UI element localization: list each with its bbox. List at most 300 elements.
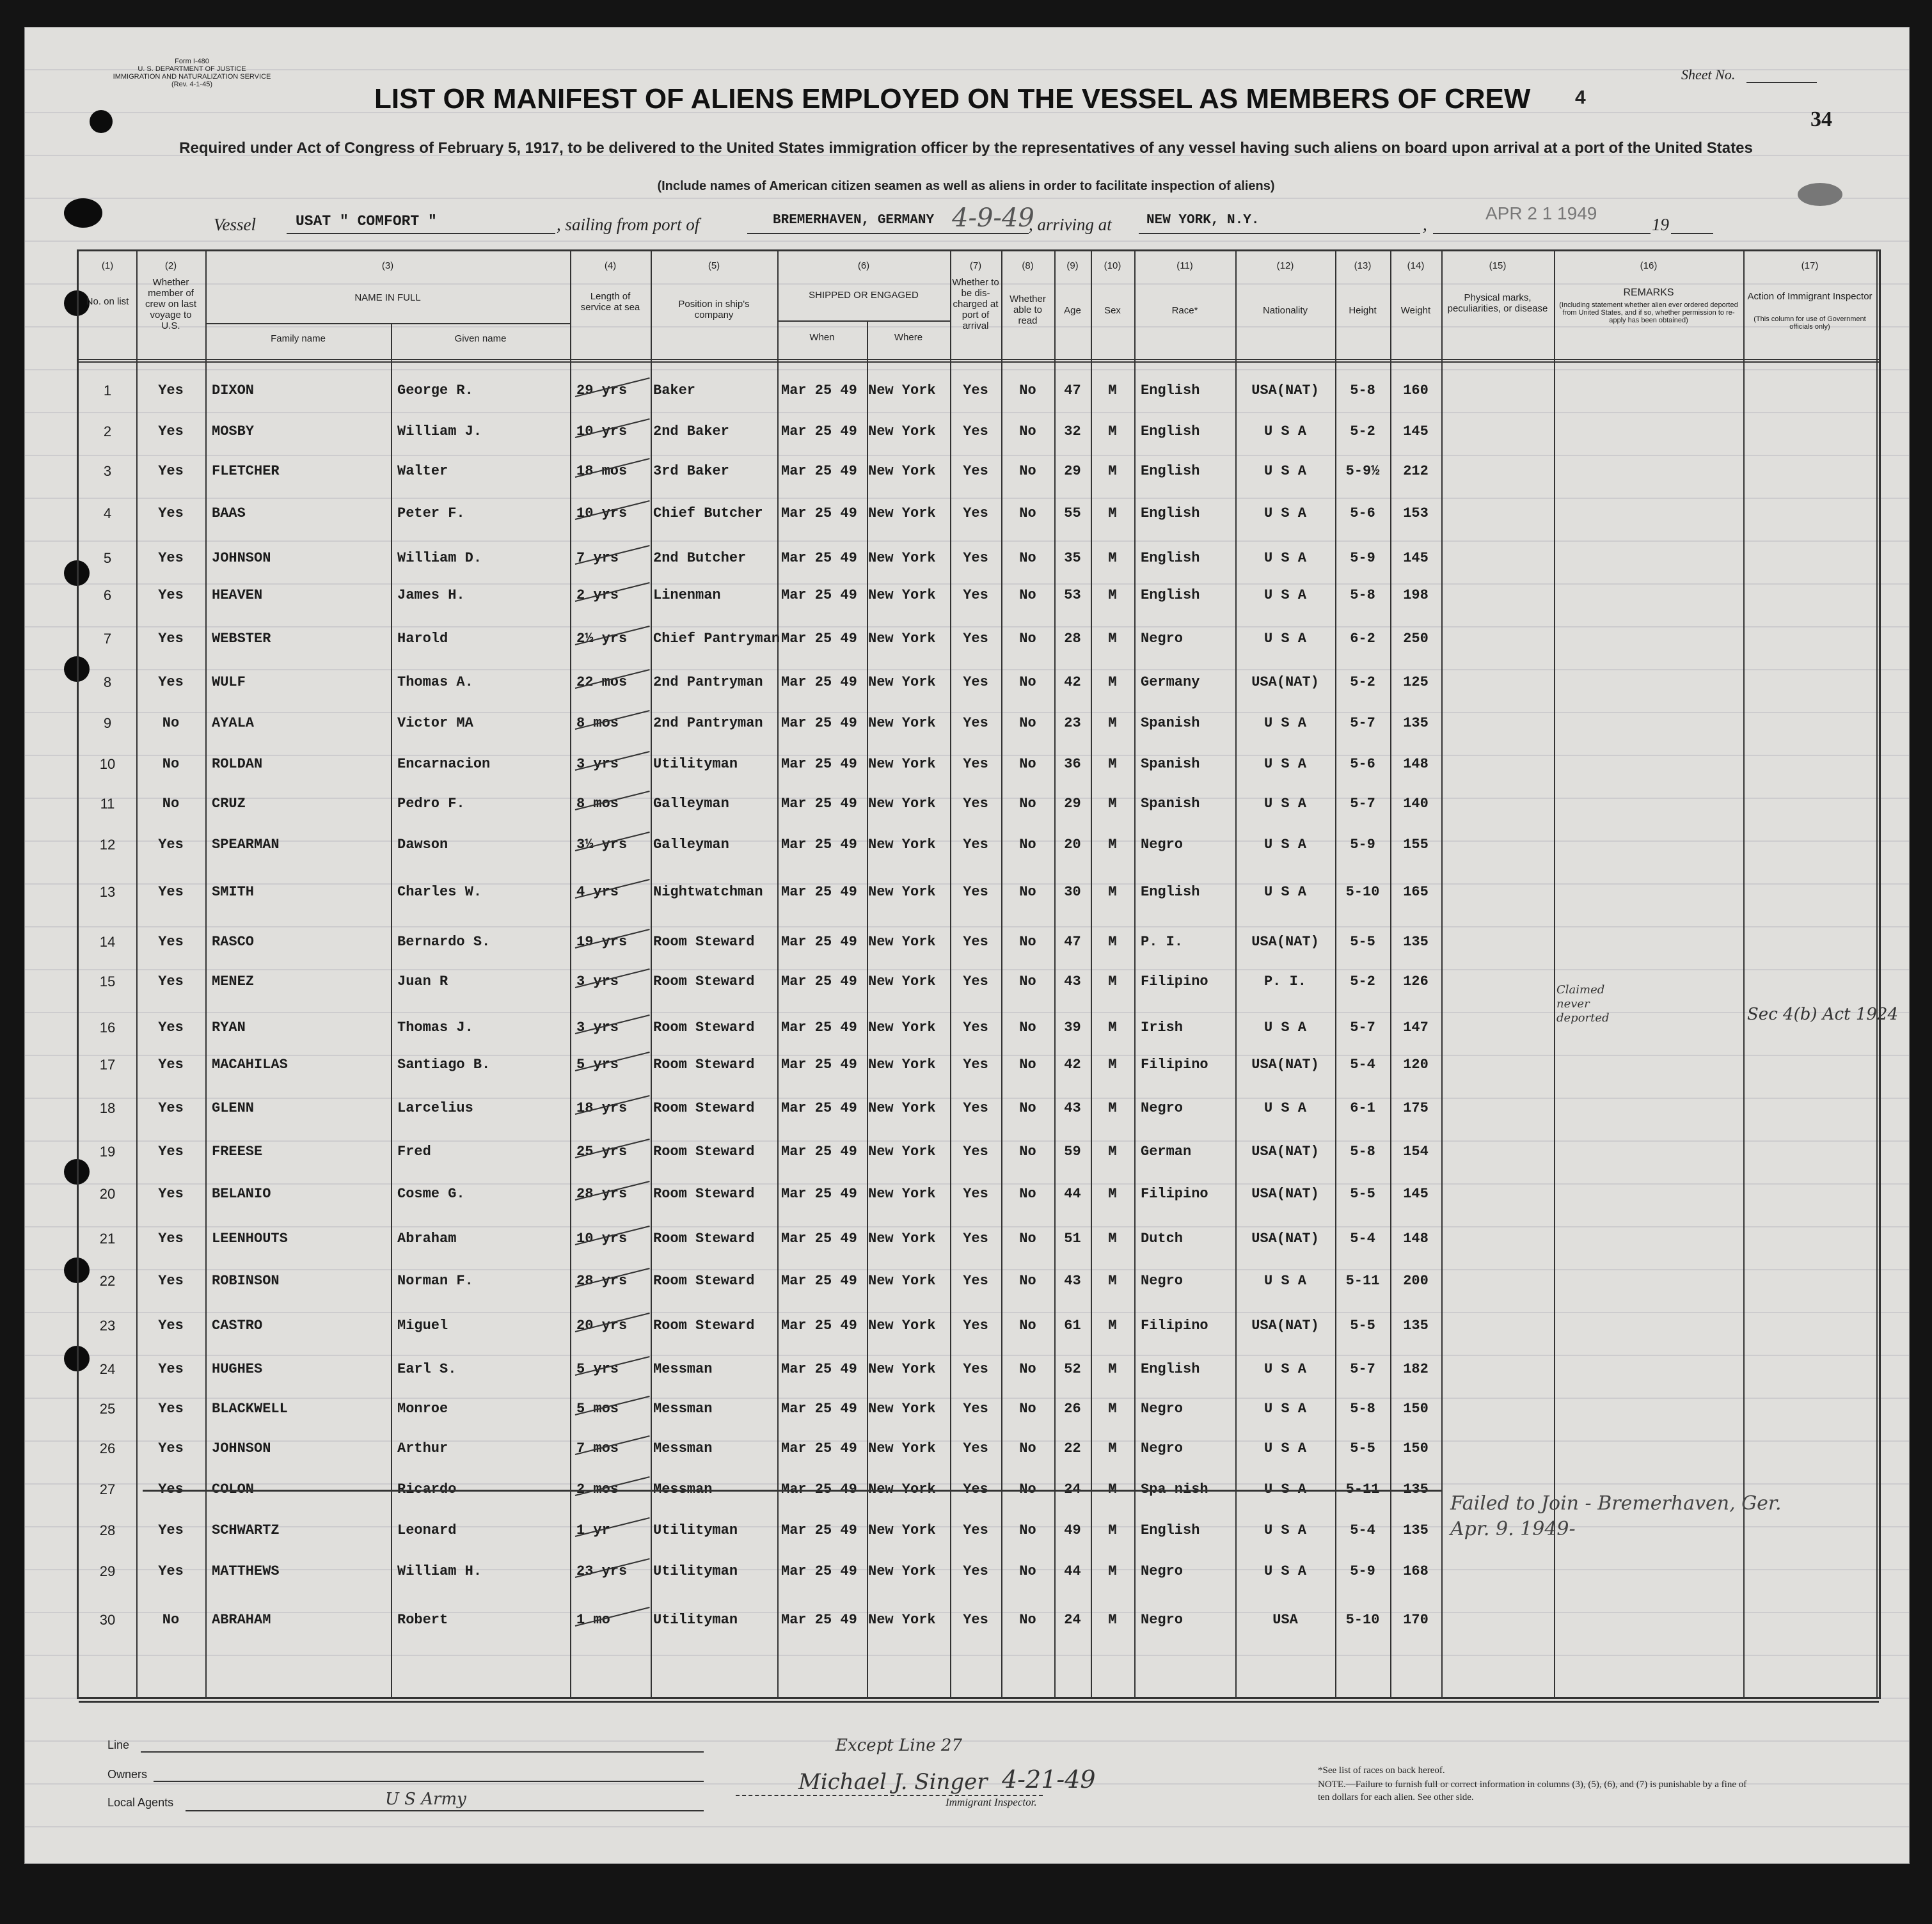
shipped-when: Mar 25 49 xyxy=(781,1440,857,1456)
weight: 148 xyxy=(1403,1231,1429,1247)
weight: 155 xyxy=(1403,837,1429,853)
shipped-where: New York xyxy=(868,1481,936,1497)
col3-num: (3) xyxy=(381,260,394,271)
able-to-read: No xyxy=(1019,1522,1036,1538)
shipped-when: Mar 25 49 xyxy=(781,674,857,690)
nationality: U S A xyxy=(1263,1401,1306,1417)
weight: 150 xyxy=(1403,1401,1429,1417)
race: Germany xyxy=(1141,674,1200,690)
col16-header: REMARKS xyxy=(1623,287,1674,298)
weight: 126 xyxy=(1403,974,1429,990)
table-row xyxy=(79,1307,1879,1345)
height: 5-8 xyxy=(1350,1144,1375,1160)
discharged: Yes xyxy=(963,463,988,479)
col3b-header: Given name xyxy=(454,333,507,344)
sex: M xyxy=(1108,674,1117,690)
nationality: USA(NAT) xyxy=(1251,1231,1319,1247)
position: Galleyman xyxy=(653,837,729,853)
given-name: Thomas A. xyxy=(397,674,473,690)
table-row xyxy=(79,372,1879,410)
weight: 135 xyxy=(1403,1318,1429,1334)
sex: M xyxy=(1108,934,1117,950)
nationality: U S A xyxy=(1263,837,1306,853)
race: Spanish xyxy=(1141,756,1200,772)
length-of-service: 4 yrs xyxy=(576,884,619,900)
race-note: *See list of races on back hereof. xyxy=(1318,1765,1445,1776)
race: Dutch xyxy=(1141,1231,1184,1247)
length-of-service: 23 yrs xyxy=(576,1563,628,1579)
position: Room Steward xyxy=(653,1144,755,1160)
given-name: Fred xyxy=(397,1144,431,1160)
crew-last-voyage: Yes xyxy=(158,934,184,950)
length-of-service: 28 yrs xyxy=(576,1273,628,1289)
height: 5-9 xyxy=(1350,550,1375,566)
nationality: U S A xyxy=(1263,796,1306,812)
shipped-where: New York xyxy=(868,756,936,772)
row-number: 5 xyxy=(103,550,112,566)
col17-subheader: (This column for use of Government officials only) xyxy=(1754,315,1866,331)
arrival-stamp: APR 2 1 1949 xyxy=(1485,203,1597,223)
table-row xyxy=(79,663,1879,702)
length-of-service: 8 mos xyxy=(576,715,619,731)
footer-agents-value: U S Army xyxy=(385,1790,466,1809)
row-number: 17 xyxy=(99,1057,116,1073)
shipped-when: Mar 25 49 xyxy=(781,1231,857,1247)
nationality: U S A xyxy=(1263,505,1306,521)
position: Baker xyxy=(653,382,696,398)
shipped-where: New York xyxy=(868,550,936,566)
family-name: AYALA xyxy=(212,715,255,731)
col11-num: (11) xyxy=(1176,260,1193,271)
crew-last-voyage: Yes xyxy=(158,550,184,566)
sex: M xyxy=(1108,884,1117,900)
age: 32 xyxy=(1064,423,1081,439)
shipped-when: Mar 25 49 xyxy=(781,1100,857,1116)
row-number: 30 xyxy=(99,1612,116,1628)
weight: 140 xyxy=(1403,796,1429,812)
col4-header: Length of service at sea xyxy=(580,291,640,313)
sex: M xyxy=(1108,1231,1117,1247)
race: Filipino xyxy=(1141,974,1208,990)
sex: M xyxy=(1108,423,1117,439)
discharged: Yes xyxy=(963,631,988,647)
race: P. I. xyxy=(1141,934,1184,950)
crew-last-voyage: Yes xyxy=(158,1318,184,1334)
able-to-read: No xyxy=(1019,715,1036,731)
row-number: 23 xyxy=(99,1318,116,1334)
family-name: CRUZ xyxy=(212,796,246,812)
length-of-service: 10 yrs xyxy=(576,423,628,439)
discharged: Yes xyxy=(963,505,988,521)
sex: M xyxy=(1108,382,1117,398)
shipped-where: New York xyxy=(868,382,936,398)
row-number: 16 xyxy=(99,1020,116,1036)
col13-num: (13) xyxy=(1354,260,1372,271)
family-name: MACAHILAS xyxy=(212,1057,288,1073)
row-number: 25 xyxy=(99,1401,116,1417)
able-to-read: No xyxy=(1019,1020,1036,1036)
age: 44 xyxy=(1064,1563,1081,1579)
position: Room Steward xyxy=(653,1186,755,1202)
row-number: 9 xyxy=(103,715,112,731)
discharged: Yes xyxy=(963,715,988,731)
col7-header: Whether to be dis-charged at port of arrival xyxy=(952,277,999,331)
arriving-port-line xyxy=(1139,233,1420,234)
table-row xyxy=(79,494,1879,533)
crew-last-voyage: Yes xyxy=(158,1186,184,1202)
comma: , xyxy=(1423,215,1427,234)
footer-line-rule xyxy=(141,1751,704,1753)
given-name: Walter xyxy=(397,463,448,479)
race: Negro xyxy=(1141,1440,1184,1456)
race: English xyxy=(1141,587,1200,603)
col6-header: SHIPPED OR ENGAGED xyxy=(809,290,919,301)
sex: M xyxy=(1108,1186,1117,1202)
row-number: 29 xyxy=(99,1563,116,1579)
position: Room Steward xyxy=(653,1318,755,1334)
length-of-service: 25 yrs xyxy=(576,1144,628,1160)
given-name: Peter F. xyxy=(397,505,465,521)
height: 5-9 xyxy=(1350,1563,1375,1579)
discharged: Yes xyxy=(963,756,988,772)
weight: 135 xyxy=(1403,715,1429,731)
nationality: P. I. xyxy=(1263,974,1306,990)
crew-last-voyage: Yes xyxy=(158,1481,184,1497)
weight: 145 xyxy=(1403,550,1429,566)
shipped-where: New York xyxy=(868,1231,936,1247)
shipped-when: Mar 25 49 xyxy=(781,1186,857,1202)
table-row xyxy=(79,1390,1879,1428)
length-of-service: 7 yrs xyxy=(576,550,619,566)
shipped-where: New York xyxy=(868,1522,936,1538)
subtitle: Required under Act of Congress of February 5, 1917, to be delivered to the United States immigration officer by the representatives of any vessel having such aliens on board upon arrival at a port of the United States xyxy=(179,139,1753,157)
col3-header: NAME IN FULL xyxy=(354,292,421,303)
family-name: COLON xyxy=(212,1481,255,1497)
age: 29 xyxy=(1064,796,1081,812)
able-to-read: No xyxy=(1019,631,1036,647)
given-name: Victor MA xyxy=(397,715,473,731)
table-row xyxy=(79,1430,1879,1468)
able-to-read: No xyxy=(1019,1231,1036,1247)
nationality: U S A xyxy=(1263,550,1306,566)
position: Messman xyxy=(653,1481,713,1497)
sex: M xyxy=(1108,587,1117,603)
nationality: USA(NAT) xyxy=(1251,674,1319,690)
nationality: USA(NAT) xyxy=(1251,1318,1319,1334)
family-name: FREESE xyxy=(212,1144,263,1160)
nationality: USA(NAT) xyxy=(1251,1144,1319,1160)
shipped-where: New York xyxy=(868,796,936,812)
age: 61 xyxy=(1064,1318,1081,1334)
shipped-when: Mar 25 49 xyxy=(781,796,857,812)
given-name: Dawson xyxy=(397,837,448,853)
col2-header: Whether member of crew on last voyage to U.S. xyxy=(145,277,197,331)
table-row xyxy=(79,923,1879,961)
shipped-where: New York xyxy=(868,1563,936,1579)
height: 5-7 xyxy=(1350,715,1375,731)
col9-header: Age xyxy=(1064,305,1081,316)
table-row xyxy=(79,1175,1879,1213)
age: 35 xyxy=(1064,550,1081,566)
table-row xyxy=(79,576,1879,615)
able-to-read: No xyxy=(1019,1401,1036,1417)
age: 49 xyxy=(1064,1522,1081,1538)
shipped-when: Mar 25 49 xyxy=(781,423,857,439)
age: 20 xyxy=(1064,837,1081,853)
given-name: Charles W. xyxy=(397,884,482,900)
race: Negro xyxy=(1141,631,1184,647)
remark-row27-line2: Apr. 9. 1949- xyxy=(1450,1518,1576,1540)
race: English xyxy=(1141,382,1200,398)
weight: 135 xyxy=(1403,1481,1429,1497)
inspector-label: Immigrant Inspector. xyxy=(946,1796,1037,1808)
row-number: 3 xyxy=(103,463,112,479)
able-to-read: No xyxy=(1019,1612,1036,1628)
col6a-header: When xyxy=(809,332,835,343)
length-of-service: 22 mos xyxy=(576,674,628,690)
height: 5-4 xyxy=(1350,1522,1375,1538)
row-number: 22 xyxy=(99,1273,116,1289)
discharged: Yes xyxy=(963,1481,988,1497)
height: 5-2 xyxy=(1350,674,1375,690)
shipped-when: Mar 25 49 xyxy=(781,884,857,900)
crew-last-voyage: No xyxy=(162,756,180,772)
col12-num: (12) xyxy=(1276,260,1294,271)
shipped-when: Mar 25 49 xyxy=(781,505,857,521)
crew-last-voyage: Yes xyxy=(158,1273,184,1289)
family-name: JOHNSON xyxy=(212,1440,271,1456)
position: Utilityman xyxy=(653,1563,738,1579)
shipped-where: New York xyxy=(868,1020,936,1036)
given-name: Harold xyxy=(397,631,448,647)
age: 23 xyxy=(1064,715,1081,731)
row-number: 13 xyxy=(99,884,116,900)
length-of-service: 5 yrs xyxy=(576,1361,619,1377)
nationality: USA(NAT) xyxy=(1251,934,1319,950)
family-name: ROLDAN xyxy=(212,756,263,772)
shipped-where: New York xyxy=(868,1057,936,1073)
length-of-service: 1 yr xyxy=(576,1522,610,1538)
given-name: James H. xyxy=(397,587,465,603)
able-to-read: No xyxy=(1019,934,1036,950)
crew-last-voyage: Yes xyxy=(158,1563,184,1579)
crew-last-voyage: Yes xyxy=(158,1522,184,1538)
vessel-name-line xyxy=(287,233,555,234)
sailing-port: BREMERHAVEN, GERMANY xyxy=(773,213,935,228)
sex: M xyxy=(1108,837,1117,853)
col15-header: Physical marks, peculiarities, or disease xyxy=(1447,292,1548,314)
weight: 148 xyxy=(1403,756,1429,772)
shipped-where: New York xyxy=(868,631,936,647)
height: 5-7 xyxy=(1350,1020,1375,1036)
given-name: Norman F. xyxy=(397,1273,473,1289)
crew-last-voyage: Yes xyxy=(158,974,184,990)
shipped-when: Mar 25 49 xyxy=(781,1361,857,1377)
subtitle-note: (Include names of American citizen seamen as well as aliens in order to facilitate inspection of aliens) xyxy=(657,179,1275,193)
family-name: BAAS xyxy=(212,505,246,521)
length-of-service: 19 yrs xyxy=(576,934,628,950)
position: 2nd Baker xyxy=(653,423,729,439)
age: 55 xyxy=(1064,505,1081,521)
crew-last-voyage: Yes xyxy=(158,1144,184,1160)
given-name: William H. xyxy=(397,1563,482,1579)
able-to-read: No xyxy=(1019,756,1036,772)
col15-num: (15) xyxy=(1489,260,1507,271)
table-row xyxy=(79,1601,1879,1639)
age: 42 xyxy=(1064,1057,1081,1073)
given-name: Cosme G. xyxy=(397,1186,465,1202)
able-to-read: No xyxy=(1019,1100,1036,1116)
length-of-service: 3½ yrs xyxy=(576,837,628,853)
form-info xyxy=(83,58,301,88)
crew-last-voyage: Yes xyxy=(158,423,184,439)
able-to-read: No xyxy=(1019,1318,1036,1334)
sailing-date: 4-9-49 xyxy=(952,203,1034,233)
race: English xyxy=(1141,423,1200,439)
race: Negro xyxy=(1141,1612,1184,1628)
age: 52 xyxy=(1064,1361,1081,1377)
row-number: 27 xyxy=(99,1481,116,1497)
row-number: 19 xyxy=(99,1144,116,1160)
shipped-when: Mar 25 49 xyxy=(781,837,857,853)
length-of-service: 5 mos xyxy=(576,1401,619,1417)
height: 5-8 xyxy=(1350,1401,1375,1417)
footer-owners-label: Owners xyxy=(107,1768,148,1781)
nationality: U S A xyxy=(1263,1020,1306,1036)
family-name: BLACKWELL xyxy=(212,1401,288,1417)
race: Negro xyxy=(1141,1273,1184,1289)
height: 5-11 xyxy=(1345,1481,1380,1497)
weight: 175 xyxy=(1403,1100,1429,1116)
shipped-where: New York xyxy=(868,1401,936,1417)
weight: 160 xyxy=(1403,382,1429,398)
shipped-where: New York xyxy=(868,837,936,853)
age: 29 xyxy=(1064,463,1081,479)
row-number: 6 xyxy=(103,587,112,603)
able-to-read: No xyxy=(1019,382,1036,398)
nationality: U S A xyxy=(1263,463,1306,479)
sex: M xyxy=(1108,1100,1117,1116)
family-name: MOSBY xyxy=(212,423,255,439)
crew-last-voyage: Yes xyxy=(158,674,184,690)
shipped-where: New York xyxy=(868,674,936,690)
nationality: U S A xyxy=(1263,1273,1306,1289)
able-to-read: No xyxy=(1019,1273,1036,1289)
row-number: 28 xyxy=(99,1522,116,1538)
table-row xyxy=(79,745,1879,784)
race: English xyxy=(1141,1522,1200,1538)
family-name: WULF xyxy=(212,674,246,690)
sex: M xyxy=(1108,1401,1117,1417)
family-name: DIXON xyxy=(212,382,255,398)
given-name: Juan R xyxy=(397,974,448,990)
height: 5-8 xyxy=(1350,382,1375,398)
position: Utilityman xyxy=(653,1522,738,1538)
sex: M xyxy=(1108,1020,1117,1036)
length-of-service: 10 yrs xyxy=(576,505,628,521)
sex: M xyxy=(1108,463,1117,479)
weight: 154 xyxy=(1403,1144,1429,1160)
able-to-read: No xyxy=(1019,1057,1036,1073)
length-of-service: 1 mo xyxy=(576,1612,610,1628)
able-to-read: No xyxy=(1019,1186,1036,1202)
col14-header: Weight xyxy=(1400,305,1431,316)
able-to-read: No xyxy=(1019,884,1036,900)
height: 5-5 xyxy=(1350,934,1375,950)
position: 2nd Butcher xyxy=(653,550,747,566)
height: 5-9 xyxy=(1350,837,1375,853)
weight: 170 xyxy=(1403,1612,1429,1628)
family-name: SPEARMAN xyxy=(212,837,280,853)
nationality: U S A xyxy=(1263,631,1306,647)
family-name: RYAN xyxy=(212,1020,246,1036)
family-name: SCHWARTZ xyxy=(212,1522,280,1538)
age: 47 xyxy=(1064,382,1081,398)
position: Galleyman xyxy=(653,796,729,812)
nationality: U S A xyxy=(1263,423,1306,439)
weight: 200 xyxy=(1403,1273,1429,1289)
position: Room Steward xyxy=(653,934,755,950)
arriving-label: , arriving at xyxy=(1029,215,1112,234)
shipped-when: Mar 25 49 xyxy=(781,715,857,731)
discharged: Yes xyxy=(963,934,988,950)
table-row xyxy=(79,620,1879,658)
row-number: 1 xyxy=(103,382,112,398)
weight: 150 xyxy=(1403,1440,1429,1456)
length-of-service: 29 yrs xyxy=(576,382,628,398)
height: 5-7 xyxy=(1350,796,1375,812)
crew-last-voyage: Yes xyxy=(158,587,184,603)
arriving-port: NEW YORK, N.Y. xyxy=(1146,213,1260,228)
length-of-service: 10 yrs xyxy=(576,1231,628,1247)
weight: 153 xyxy=(1403,505,1429,521)
able-to-read: No xyxy=(1019,587,1036,603)
shipped-where: New York xyxy=(868,1361,936,1377)
weight: 198 xyxy=(1403,587,1429,603)
able-to-read: No xyxy=(1019,463,1036,479)
sex: M xyxy=(1108,1273,1117,1289)
signature-date: 4-21-49 xyxy=(1002,1765,1096,1794)
row-number: 11 xyxy=(100,796,115,812)
col2-num: (2) xyxy=(164,260,177,271)
shipped-where: New York xyxy=(868,423,936,439)
crew-last-voyage: Yes xyxy=(158,1057,184,1073)
given-name: George R. xyxy=(397,382,473,398)
penalty-note: NOTE.—Failure to furnish full or correct information in columns (3), (5), (6), and (7) is punishable by a fine of ten dollars for each alien. See other side. xyxy=(1318,1779,1747,1802)
age: 59 xyxy=(1064,1144,1081,1160)
age: 28 xyxy=(1064,631,1081,647)
sex: M xyxy=(1108,715,1117,731)
length-of-service: 18 mos xyxy=(576,463,628,479)
age: 43 xyxy=(1064,1100,1081,1116)
nationality: U S A xyxy=(1263,715,1306,731)
punch-hole xyxy=(1798,183,1842,206)
family-name: BELANIO xyxy=(212,1186,271,1202)
position: Messman xyxy=(653,1361,713,1377)
col17-header: Action of Immigrant Inspector xyxy=(1747,291,1873,302)
given-name: William J. xyxy=(397,423,482,439)
discharged: Yes xyxy=(963,1273,988,1289)
vessel-label: Vessel xyxy=(214,215,256,234)
family-name: RASCO xyxy=(212,934,255,950)
weight: 135 xyxy=(1403,1522,1429,1538)
row-number: 14 xyxy=(99,934,116,950)
family-name: GLENN xyxy=(212,1100,255,1116)
footer-agents-rule xyxy=(186,1810,704,1811)
row-number: 4 xyxy=(103,505,112,521)
shipped-when: Mar 25 49 xyxy=(781,1020,857,1036)
discharged: Yes xyxy=(963,382,988,398)
